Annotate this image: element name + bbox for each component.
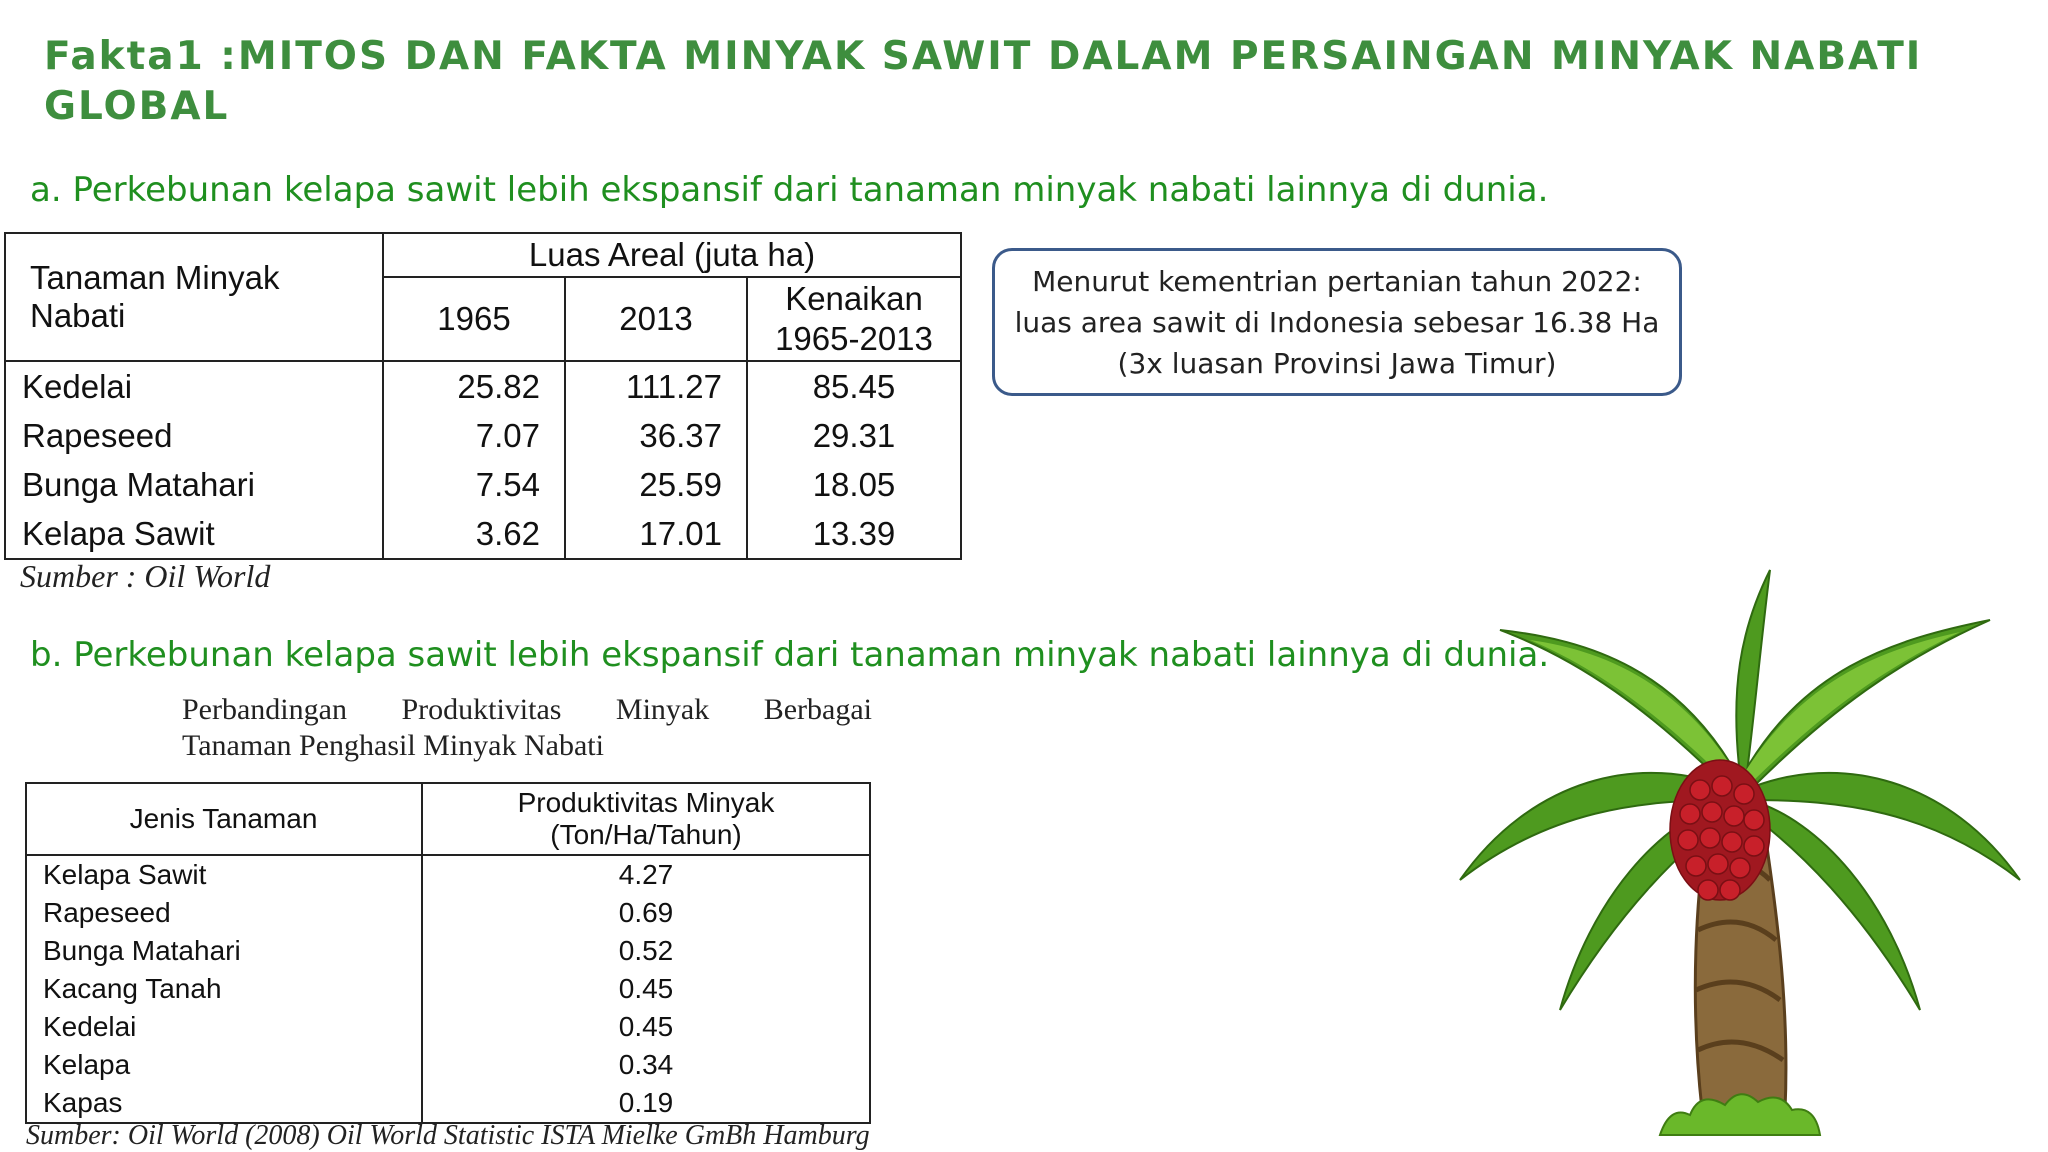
row-name: Rapeseed [26, 894, 422, 932]
table-row [26, 1008, 870, 1046]
area-table-2013-header: 2013 [565, 277, 747, 361]
row-value: 0.52 [422, 932, 870, 970]
row-name: Kapas [26, 1084, 422, 1123]
source-b: Sumber: Oil World (2008) Oil World Statistic ISTA Mielke GmBh Hamburg [26, 1120, 870, 1151]
row-value: 0.69 [422, 894, 870, 932]
table-row [26, 1046, 870, 1084]
table-row [5, 361, 961, 411]
area-table-name-header: Tanaman Minyak Nabati [5, 233, 383, 361]
row-name: Kacang Tanah [26, 970, 422, 1008]
row-value: 0.34 [422, 1046, 870, 1084]
table-row [5, 411, 961, 460]
row-2013: 25.59 [565, 460, 747, 509]
productivity-caption [182, 692, 872, 764]
row-1965: 25.82 [383, 361, 565, 411]
row-value: 4.27 [422, 855, 870, 894]
row-name: Kedelai [26, 1008, 422, 1046]
productivity-table [25, 782, 871, 1124]
area-table-increase-header [747, 277, 961, 361]
productivity-table-value-header: Produktivitas Minyak (Ton/Ha/Tahun) [422, 783, 870, 855]
row-increase: 29.31 [747, 411, 961, 460]
palm-fruit-bunch [1670, 760, 1770, 900]
row-name: Bunga Matahari [5, 460, 383, 509]
row-name: Kelapa Sawit [5, 509, 383, 559]
row-value: 0.45 [422, 970, 870, 1008]
area-table-group-header: Luas Areal (juta ha) [383, 233, 961, 277]
row-increase: 13.39 [747, 509, 961, 559]
row-1965: 7.54 [383, 460, 565, 509]
palm-leaf [1740, 620, 1990, 790]
row-name: Rapeseed [5, 411, 383, 460]
info-line-3: (3x luasan Provinsi Jawa Timur) [1117, 346, 1557, 380]
section-a-heading: a. Perkebunan kelapa sawit lebih ekspansif dari tanaman minyak nabati lainnya di dunia. [30, 170, 1549, 210]
table-row [26, 894, 870, 932]
increase-header-line2: 1965-2013 [775, 320, 933, 357]
row-1965: 3.62 [383, 509, 565, 559]
row-name: Kelapa Sawit [26, 855, 422, 894]
table-row [26, 1084, 870, 1123]
table-row [26, 932, 870, 970]
caption-word: Minyak [615, 693, 710, 726]
table-row [26, 970, 870, 1008]
table-row [5, 509, 961, 559]
palm-tree-illustration [1440, 550, 2040, 1150]
row-2013: 36.37 [565, 411, 747, 460]
row-increase: 85.45 [747, 361, 961, 411]
info-box [992, 248, 1682, 396]
area-table [4, 232, 962, 560]
row-increase: 18.05 [747, 460, 961, 509]
caption-word: Perbandingan [182, 693, 347, 726]
row-2013: 111.27 [565, 361, 747, 411]
info-line-2: luas area sawit di Indonesia sebesar 16.38 Ha [1014, 305, 1660, 339]
row-name: Bunga Matahari [26, 932, 422, 970]
table-row [5, 460, 961, 509]
productivity-table-name-header: Jenis Tanaman [26, 783, 422, 855]
row-value: 0.45 [422, 1008, 870, 1046]
increase-header-line1: Kenaikan [785, 280, 923, 317]
row-value: 0.19 [422, 1084, 870, 1123]
row-2013: 17.01 [565, 509, 747, 559]
caption-word: Berbagai [763, 693, 872, 726]
page-title: Fakta1 :MITOS DAN FAKTA MINYAK SAWIT DALAM PERSAINGAN MINYAK NABATI GLOBAL [44, 34, 1923, 129]
info-line-1: Menurut kementrian pertanian tahun 2022: [1032, 264, 1642, 298]
area-table-1965-header: 1965 [383, 277, 565, 361]
row-name: Kedelai [5, 361, 383, 411]
table-row [26, 855, 870, 894]
source-a: Sumber : Oil World [20, 558, 271, 594]
caption-line-2: Tanaman Penghasil Minyak Nabati [182, 729, 604, 762]
row-1965: 7.07 [383, 411, 565, 460]
row-name: Kelapa [26, 1046, 422, 1084]
palm-grass [1660, 1094, 1820, 1135]
section-b-heading: b. Perkebunan kelapa sawit lebih ekspansif dari tanaman minyak nabati lainnya di dunia. [30, 635, 1550, 675]
caption-word: Produktivitas [401, 693, 562, 726]
